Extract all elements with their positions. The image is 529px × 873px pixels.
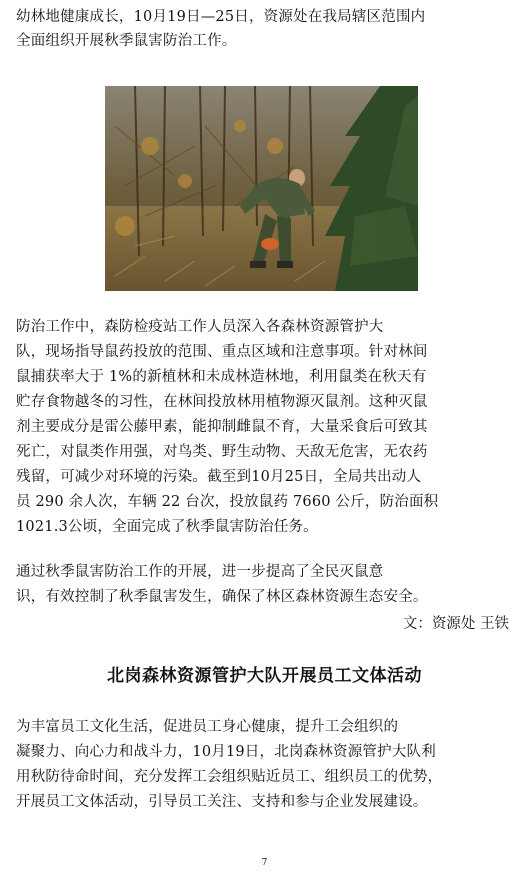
article2-line-3: 用秋防待命时间，充分发挥工会组织贴近员工、组织员工的优势， bbox=[16, 769, 443, 785]
body-line-2: 队，现场指导鼠药投放的范围、重点区域和注意事项。针对林间 bbox=[16, 344, 428, 360]
body-line-4: 贮存食物越冬的习性，在林间投放林用植物源灭鼠剂。这种灭鼠 bbox=[16, 394, 428, 410]
body-line-1: 防治工作中，森防检疫站工作人员深入各森林资源管护大 bbox=[16, 319, 384, 335]
page-number: 7 bbox=[261, 858, 268, 868]
intro-line-1: 幼林地健康成长，10月19日—25日，资源处在我局辖区范围内 bbox=[16, 9, 426, 25]
body-line-9: 1021.3公顷，全面完成了秋季鼠害防治任务。 bbox=[16, 519, 318, 535]
forest-worker-photo bbox=[105, 86, 418, 291]
article2-line-2: 凝聚力、向心力和战斗力，10月19日，北岗森林资源管护大队利 bbox=[16, 744, 436, 760]
intro-line-2: 全面组织开展秋季鼠害防治工作。 bbox=[16, 33, 237, 49]
article2-line-4: 开展员工文体活动，引导员工关注、支持和参与企业发展建设。 bbox=[16, 794, 428, 810]
summary-line-2: 识，有效控制了秋季鼠害发生，确保了林区森林资源生态安全。 bbox=[16, 589, 428, 605]
body-line-5: 剂主要成分是雷公藤甲素，能抑制雌鼠不育，大量采食后可致其 bbox=[16, 419, 428, 435]
body-line-7: 残留，可减少对环境的污染。截至到10月25日，全局共出动人 bbox=[16, 469, 422, 485]
article2-line-1: 为丰富员工文化生活，促进员工身心健康，提升工会组织的 bbox=[16, 719, 399, 735]
body-line-8: 员 290 余人次，车辆 22 台次，投放鼠药 7660 公斤，防治面积 bbox=[16, 494, 439, 510]
body-line-3: 鼠捕获率大于 1%的新植林和未成林造林地，利用鼠类在秋天有 bbox=[16, 369, 427, 385]
body-line-6: 死亡，对鼠类作用强，对鸟类、野生动物、天敌无危害，无农药 bbox=[16, 444, 428, 460]
summary-line-1: 通过秋季鼠害防治工作的开展，进一步提高了全民灭鼠意 bbox=[16, 564, 384, 580]
author-byline: 文：资源处 王铁 bbox=[402, 616, 509, 632]
article-title: 北岗森林资源管护大队开展员工文体活动 bbox=[107, 666, 422, 686]
